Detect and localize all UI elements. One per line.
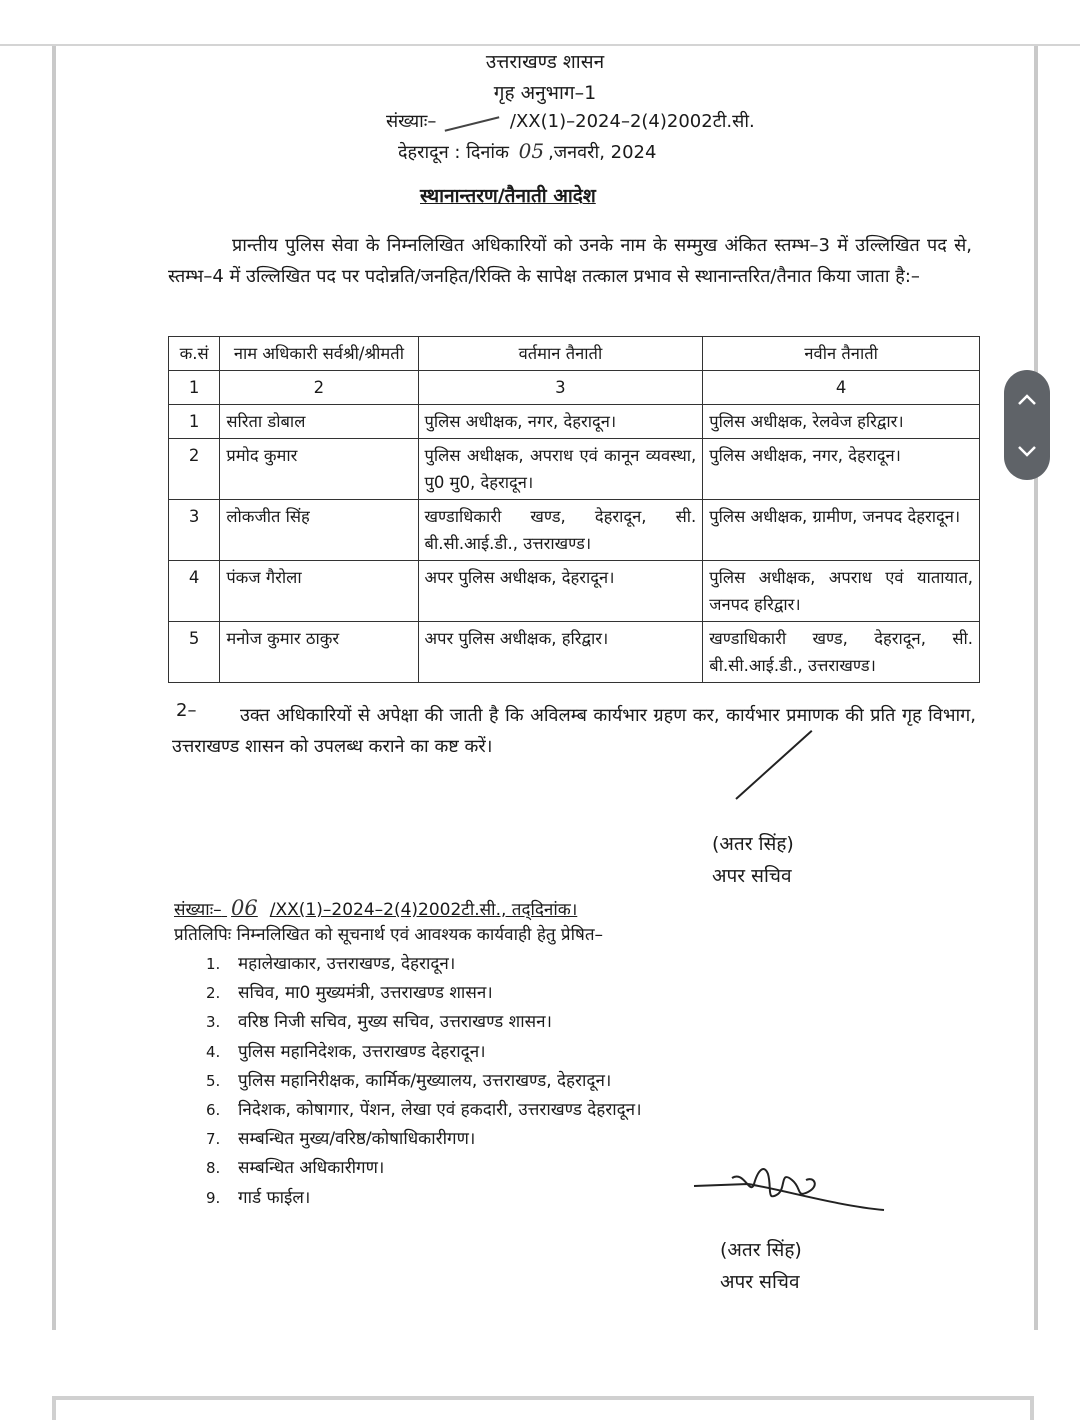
list-item: 1. महालेखाकार, उत्तराखण्ड, देहरादून। — [206, 954, 456, 974]
list-item: 8. सम्बन्धित अधिकारीगण। — [206, 1158, 385, 1179]
signature-scribble — [688, 1144, 888, 1224]
row-officer-name: प्रमोद कुमार — [220, 439, 418, 500]
column-number: 3 — [418, 371, 703, 405]
document-page — [52, 46, 1038, 1330]
row-new-posting: पुलिस अधीक्षक, रेलवेज हरिद्वार। — [703, 405, 980, 439]
row-new-posting: खण्डाधिकारी खण्ड, देहरादून, सी. बी.सी.आई.डी., उत्तराखण्ड। — [703, 622, 980, 683]
row-officer-name: लोकजीत सिंह — [220, 500, 418, 561]
header-new-posting: नवीन तैनाती — [703, 337, 980, 371]
page-navigation-control — [1004, 370, 1050, 480]
column-number: 1 — [169, 371, 220, 405]
copy-recipient-list — [206, 950, 642, 1213]
chevron-up-icon — [1016, 393, 1038, 407]
row-serial: 3 — [169, 500, 220, 561]
column-number: 2 — [220, 371, 418, 405]
row-serial: 4 — [169, 561, 220, 622]
signatory-name: (अतर सिंह) — [712, 833, 794, 855]
column-number: 4 — [703, 371, 980, 405]
paragraph-2-number: 2– — [176, 700, 197, 721]
row-officer-name: पंकज गैरोला — [220, 561, 418, 622]
copy-reference-number — [174, 896, 577, 920]
reference-number — [386, 109, 755, 133]
date-suffix: ,जनवरी, 2024 — [548, 142, 657, 163]
list-item: 6. निदेशक, कोषागार, पेंशन, लेखा एवं हकदारी, उत्तराखण्ड देहरादून। — [206, 1100, 642, 1121]
order-title: स्थानान्तरण/तैनाती आदेश — [420, 185, 596, 207]
transfer-table — [168, 336, 980, 683]
list-item: 7. सम्बन्धित मुख्य/वरिष्ठ/कोषाधिकारीगण। — [206, 1129, 476, 1150]
table-row — [169, 500, 980, 561]
table-header-row — [169, 337, 980, 371]
header-officer-name: नाम अधिकारी सर्वश्री/श्रीमती — [220, 337, 418, 371]
header-serial: क.सं — [169, 337, 220, 371]
chevron-down-icon — [1016, 444, 1038, 458]
order-date — [398, 139, 656, 164]
table-row — [169, 561, 980, 622]
row-new-posting: पुलिस अधीक्षक, अपराध एवं यातायात, जनपद हरिद्वार। — [703, 561, 980, 622]
next-page-button[interactable] — [1004, 423, 1050, 478]
reference-prefix: संख्याः– — [386, 111, 437, 132]
table-row — [169, 405, 980, 439]
row-serial: 2 — [169, 439, 220, 500]
row-current-posting: अपर पुलिस अधीक्षक, देहरादून। — [418, 561, 703, 622]
intro-paragraph: प्रान्तीय पुलिस सेवा के निम्नलिखित अधिकारियों को उनके नाम के सम्मुख अंकित स्तम्भ–3 में उल्लिखित पद से, स्तम्भ–4 में उल्लिखित पद पर पदोन्नति/जनहित/रिक्ति के सापेक्ष तत्काल प्रभाव से स्थानान्तरित/तैनात किया जाता है:– — [168, 235, 972, 287]
row-officer-name: मनोज कुमार ठाकुर — [220, 622, 418, 683]
table-column-number-row — [169, 371, 980, 405]
table-row — [169, 439, 980, 500]
row-officer-name: सरिता डोबाल — [220, 405, 418, 439]
list-item: 5. पुलिस महानिरीक्षक, कार्मिक/मुख्यालय, उत्तराखण्ड, देहरादून। — [206, 1070, 612, 1091]
row-serial: 1 — [169, 405, 220, 439]
row-current-posting: अपर पुलिस अधीक्षक, हरिद्वार। — [418, 622, 703, 683]
row-new-posting: पुलिस अधीक्षक, ग्रामीण, जनपद देहरादून। — [703, 500, 980, 561]
copy-reference-handwritten: 06 — [231, 896, 258, 920]
date-handwritten: 05 — [518, 139, 545, 163]
signatory-title: अपर सचिव — [712, 865, 792, 887]
copy-reference-suffix: /XX(1)–2024–2(4)2002टी.सी., तद्‌दिनांक। — [269, 900, 578, 920]
row-current-posting: पुलिस अधीक्षक, नगर, देहरादून। — [418, 405, 703, 439]
copy-reference-prefix: संख्याः– — [174, 900, 222, 920]
header-current-posting: वर्तमान तैनाती — [418, 337, 703, 371]
copy-intro: प्रतिलिपिः निम्नलिखित को सूचनार्थ एवं आवश्यक कार्यवाही हेतु प्रेषित– — [174, 925, 604, 945]
date-prefix: देहरादून : दिनांक — [398, 142, 509, 163]
section-name: गृह अनुभाग–1 — [493, 82, 597, 104]
row-current-posting: पुलिस अधीक्षक, अपराध एवं कानून व्यवस्था, पु0 मु0, देहरादून। — [418, 439, 703, 500]
list-item: 2. सचिव, मा0 मुख्यमंत्री, उत्तराखण्ड शासन। — [206, 983, 493, 1004]
list-item: 4. पुलिस महानिदेशक, उत्तराखण्ड देहरादून। — [206, 1041, 486, 1062]
list-item: 9. गार्ड फाईल। — [206, 1187, 311, 1208]
table-row — [169, 622, 980, 683]
row-new-posting: पुलिस अधीक्षक, नगर, देहरादून। — [703, 439, 980, 500]
previous-page-button[interactable] — [1004, 372, 1050, 427]
reference-suffix: /XX(1)–2024–2(4)2002टी.सी. — [509, 111, 755, 132]
next-page-edge — [52, 1396, 1034, 1420]
paragraph-2: उक्त अधिकारियों से अपेक्षा की जाती है कि अविलम्ब कार्यभार ग्रहण कर, कार्यभार प्रमाणक की प्रति गृह विभाग, उत्तराखण्ड शासन को उपलब्ध कराने का कष्ट करें। — [172, 705, 976, 757]
government-name: उत्तराखण्ड शासन — [485, 51, 605, 73]
list-item: 3. वरिष्ठ निजी सचिव, मुख्य सचिव, उत्तराखण्ड शासन। — [206, 1012, 552, 1033]
signatory2-title: अपर सचिव — [720, 1271, 800, 1293]
row-current-posting: खण्डाधिकारी खण्ड, देहरादून, सी. बी.सी.आई.डी., उत्तराखण्ड। — [418, 500, 703, 561]
row-serial: 5 — [169, 622, 220, 683]
signatory2-name: (अतर सिंह) — [720, 1239, 802, 1261]
